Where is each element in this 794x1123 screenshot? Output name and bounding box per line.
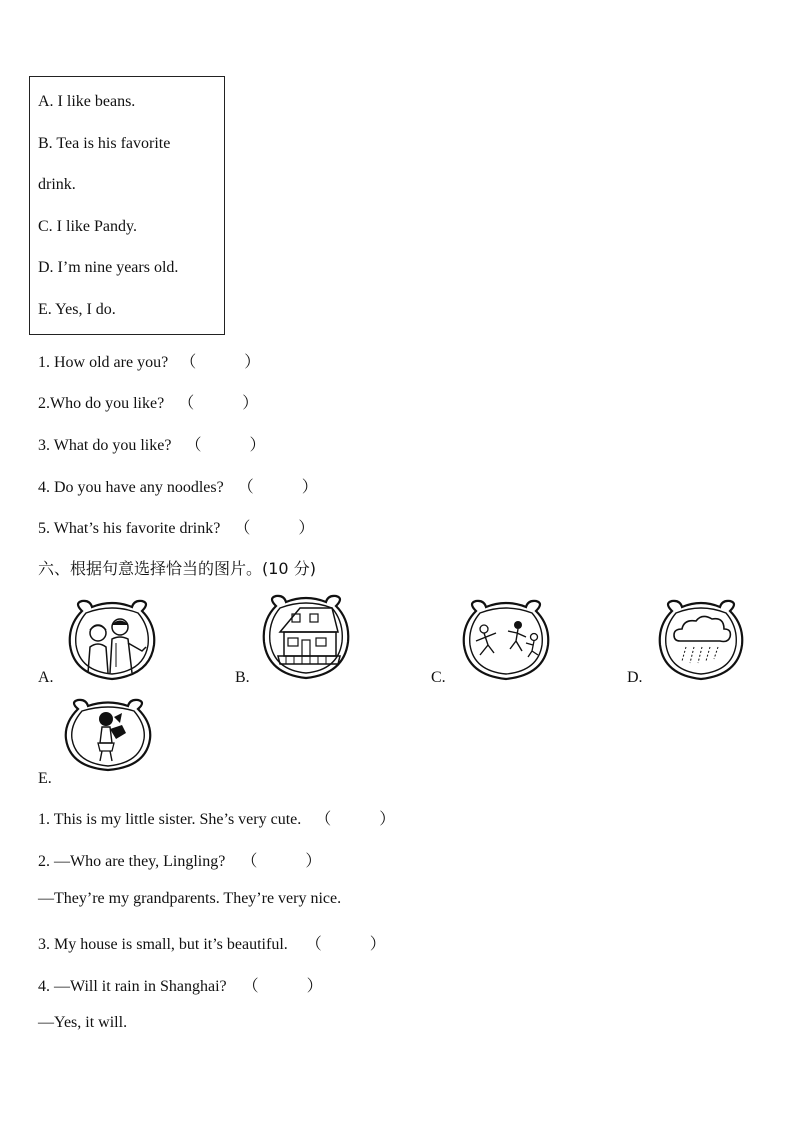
answer-blank[interactable]: （ ）	[237, 479, 318, 496]
children-playing-icon	[458, 597, 554, 683]
house-icon	[260, 592, 352, 682]
little-girl-icon	[60, 697, 156, 773]
answer-line: —Yes, it will.	[38, 1014, 128, 1031]
option-a: A. I like beans.	[38, 93, 136, 110]
question-row	[38, 806, 395, 829]
answer-blank[interactable]: （ ）	[305, 936, 386, 953]
answer-blank[interactable]: （ ）	[178, 395, 259, 412]
question-row	[38, 973, 323, 996]
question-text: 2.Who do you like?	[38, 395, 165, 412]
question-text: 3. What do you like?	[38, 437, 172, 454]
answer-blank[interactable]: （ ）	[180, 354, 261, 371]
question-text: 5. What’s his favorite drink?	[38, 520, 221, 537]
question-row	[38, 390, 258, 413]
option-d: D. I’m nine years old.	[38, 259, 179, 276]
question-text: 4. —Will it rain in Shanghai?	[38, 978, 227, 995]
grandparents-icon	[64, 597, 160, 683]
question-row	[38, 349, 260, 372]
section-heading: 六、根据句意选择恰当的图片。(10 分)	[38, 559, 316, 578]
option-c: C. I like Pandy.	[38, 218, 137, 235]
answer-blank[interactable]: （ ）	[234, 520, 315, 537]
question-row	[38, 931, 386, 954]
question-row	[38, 474, 318, 497]
picture-label-d: D.	[627, 669, 643, 686]
options-box	[29, 76, 225, 335]
answer-blank[interactable]: （ ）	[185, 437, 266, 454]
question-text: 1. How old are you?	[38, 354, 169, 371]
question-row	[38, 848, 321, 871]
option-b-continued: drink.	[38, 176, 76, 193]
question-text: 2. —Who are they, Lingling?	[38, 853, 226, 870]
question-text: 3. My house is small, but it’s beautiful.	[38, 936, 288, 953]
answer-blank[interactable]: （ ）	[315, 811, 396, 828]
picture-label-c: C.	[431, 669, 446, 686]
question-text: 1. This is my little sister. She’s very cute.	[38, 811, 302, 828]
question-text: 4. Do you have any noodles?	[38, 479, 224, 496]
picture-label-a: A.	[38, 669, 54, 686]
option-b: B. Tea is his favorite	[38, 135, 171, 152]
rain-cloud-icon	[654, 597, 748, 683]
question-row	[38, 515, 314, 538]
picture-label-b: B.	[235, 669, 250, 686]
answer-blank[interactable]: （ ）	[241, 853, 322, 870]
option-e: E. Yes, I do.	[38, 301, 116, 318]
question-row	[38, 432, 265, 455]
picture-label-e: E.	[38, 770, 52, 787]
answer-line: —They’re my grandparents. They’re very nice.	[38, 890, 342, 907]
answer-blank[interactable]: （ ）	[242, 978, 323, 995]
